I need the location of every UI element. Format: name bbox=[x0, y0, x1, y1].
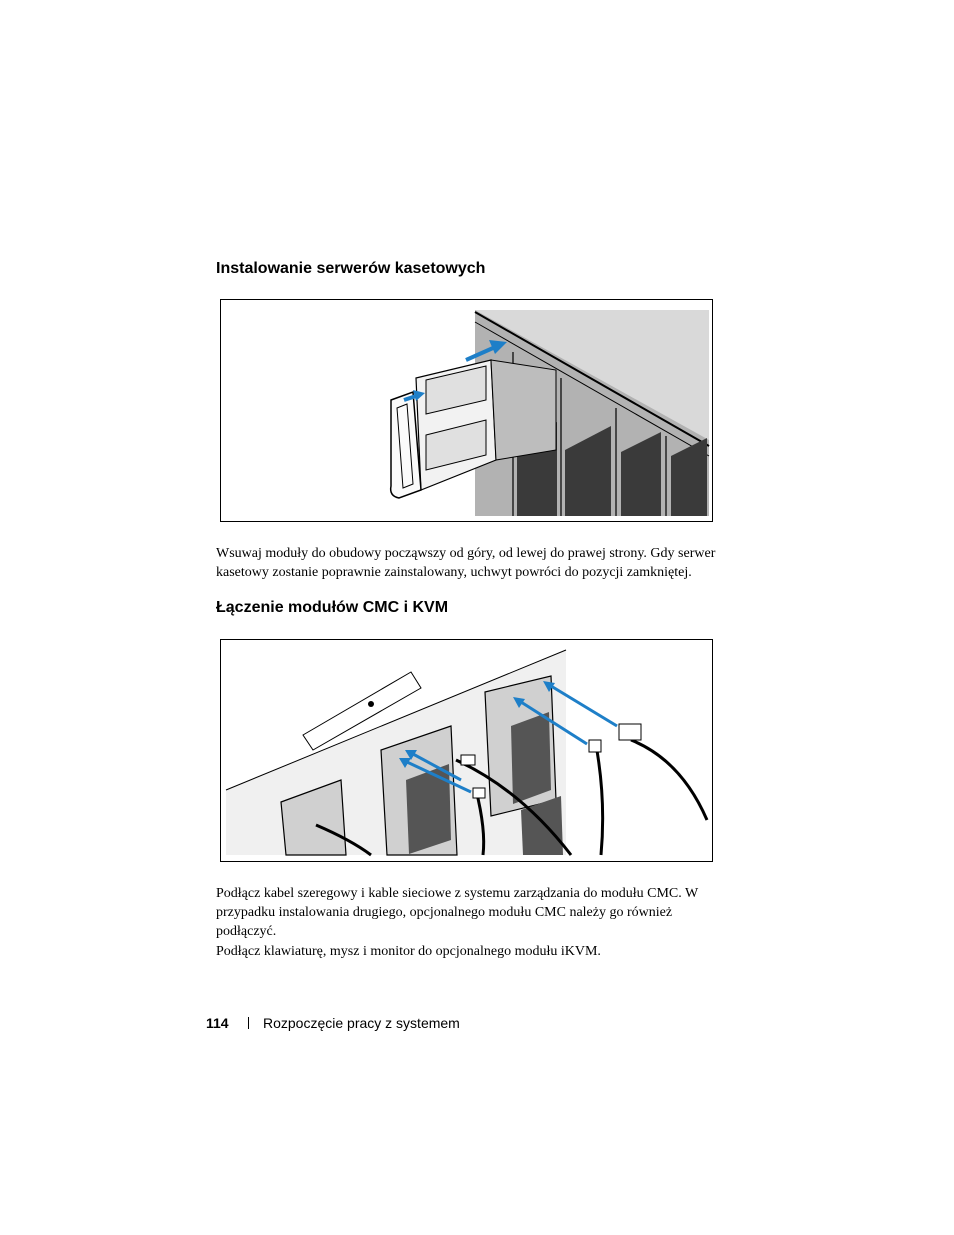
page-footer bbox=[206, 1015, 460, 1031]
section-heading-blade-install: Instalowanie serwerów kasetowych bbox=[216, 260, 486, 277]
footer-title: Rozpoczęcie pracy z systemem bbox=[263, 1015, 460, 1031]
cmc-kvm-connection-illustration bbox=[220, 639, 713, 862]
cmc-connection-instructions: Podłącz kabel szeregowy i kable sieciowe z systemu zarządzania do modułu CMC. W przypadku instalowania drugiego, opcjonalnego modułu CMC należy go również podłączyć. bbox=[216, 886, 698, 939]
footer-separator bbox=[248, 1017, 249, 1029]
page-number: 114 bbox=[206, 1015, 229, 1031]
blade-install-illustration bbox=[220, 299, 713, 522]
ikvm-connection-instructions: Podłącz klawiaturę, mysz i monitor do opcjonalnego modułu iKVM. bbox=[216, 944, 601, 959]
blade-install-instructions: Wsuwaj moduły do obudowy począwszy od góry, od lewej do prawej strony. Gdy serwer kasetowy zostanie poprawnie zainstalowany, uchwyt powróci do pozycji zamkniętej. bbox=[216, 546, 716, 580]
section-heading-cmc-kvm: Łączenie modułów CMC i KVM bbox=[216, 599, 449, 616]
